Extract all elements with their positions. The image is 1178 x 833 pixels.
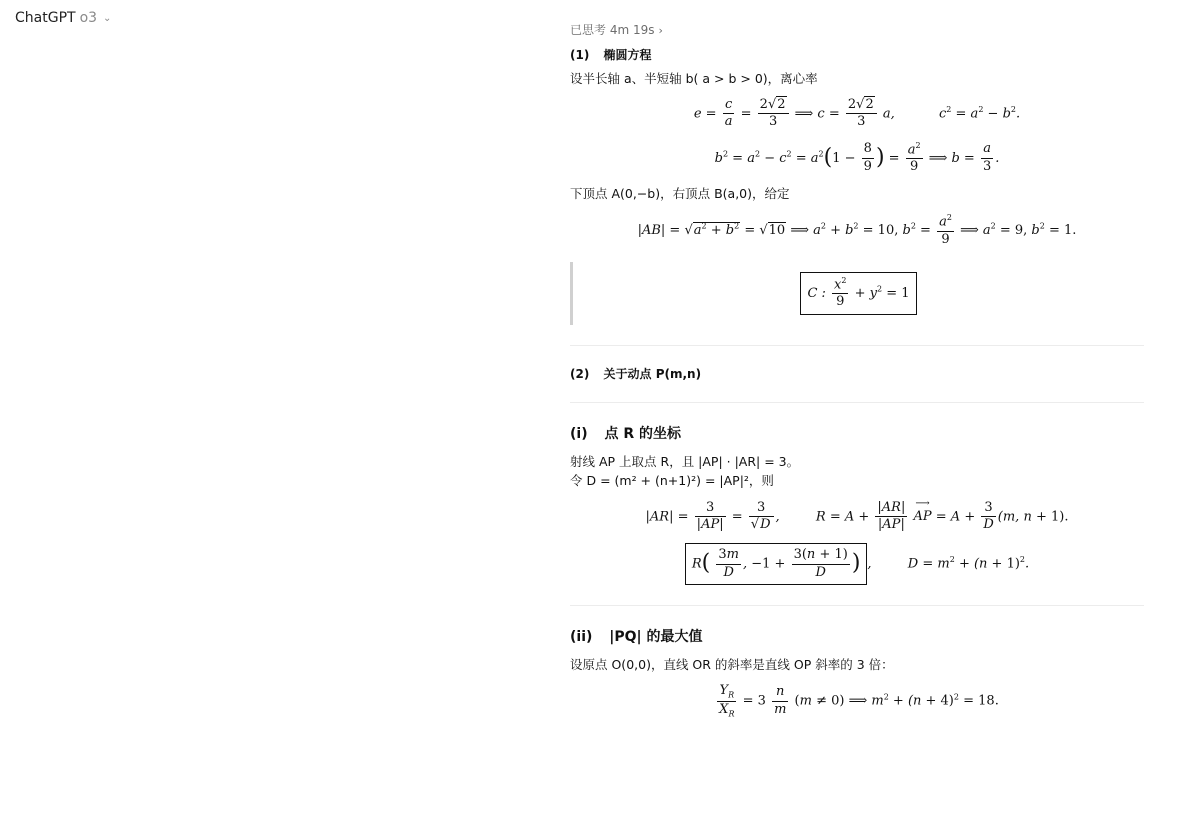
section-1-intro: 设半长轴 a、半短轴 b( a > b > 0)，离心率	[570, 70, 818, 86]
r-coordinates-equation: R( $\frac{3m}{D}$ , −1 + $\frac{3(n + 1)}{D}$ ) , $D = m^2 + (n + 1)^2$.	[570, 543, 1144, 585]
section-1-heading	[570, 47, 1144, 64]
semi-minor-equation: $b^2 = a^2 - c^2 = a^2(1$ − $\frac{8}{9}$ ) = $\frac{a^2}{9}$ ⟹ b = $\frac{a}{3}$ .	[714, 140, 1000, 175]
thought-label: 已思考 4m 19s	[570, 23, 655, 37]
assistant-message	[570, 22, 1144, 729]
thought-toggle[interactable]	[570, 22, 1144, 39]
section-2-heading	[570, 366, 1144, 383]
divider	[570, 402, 1144, 403]
model-selector[interactable]	[15, 10, 111, 26]
r-coordinates-result: R( $\frac{3m}{D}$ , −1 + $\frac{3(n + 1)}{D}$ )	[685, 543, 868, 585]
subsection-i-title: 点 R 的坐标	[604, 426, 682, 443]
divider	[570, 345, 1144, 346]
subsection-ii-title: |PQ| 的最大值	[609, 628, 703, 645]
subsection-ii-number: (ii)	[570, 628, 593, 645]
section-1-number: (1)	[570, 47, 590, 62]
chevron-right-icon: ›	[658, 23, 663, 37]
subsection-i-line1: 射线 AP 上取点 R，且 |AP| · |AR| = 3。	[570, 453, 800, 469]
divider	[570, 605, 1144, 606]
section-1-title: 椭圆方程	[603, 47, 652, 62]
eccentricity-equation: e = $\frac{c}{a}$ = $\frac{2√2}{3}$ ⟹ c = $\frac{2√2}{3}$ a, $c^2 = a^2 - b^2$.	[693, 97, 1021, 130]
section-2-number: (2)	[570, 366, 590, 381]
subsection-ii-line1: 设原点 O(0,0)，直线 OR 的斜率是直线 OP 斜率的 3 倍：	[570, 656, 894, 672]
vertex-text: 下顶点 A(0,−b)，右顶点 B(a,0)，给定	[570, 186, 790, 202]
result-blockquote	[570, 262, 1144, 325]
ab-length-equation: $|AB| = √a^2 + b^2 = √10$ ⟹ $a^2 + b^2 = 10$, $b^2$ = $\frac{a^2}{9}$ ⟹ $a^2 = 9$, $b^2 = 1$.	[637, 212, 1077, 247]
model-name: o3	[79, 10, 98, 26]
subsection-i-line2: 令 D = (m² + (n+1)²) = |AP|²，则	[570, 473, 774, 489]
subsection-i-number: (i)	[570, 426, 588, 443]
chevron-down-icon: ⌄	[103, 12, 112, 24]
subsection-i-heading	[570, 425, 1144, 445]
app-name: ChatGPT	[15, 10, 76, 26]
subsection-ii-heading	[570, 628, 1144, 648]
slope-equation: $\frac{Y_R}{X_R}$ = 3 $\frac{n}{m}$ (m ≠ 0) ⟹ $m^2 + (n + 4)^2 = 18$.	[719, 683, 999, 719]
ar-equation: |AR| = $\frac{3}{|AP|}$ = $\frac{3}{√D}$ , R = A + $\frac{|AR|}{|AP|}$ ⟶ AP = A + $\frac{3}{D}$ (m, n + 1).	[645, 498, 1069, 533]
ellipse-result: C : $\frac{x^2}{9}$ + $y^2 = 1$	[800, 272, 916, 315]
section-2-title: 关于动点 P(m,n)	[603, 366, 702, 381]
